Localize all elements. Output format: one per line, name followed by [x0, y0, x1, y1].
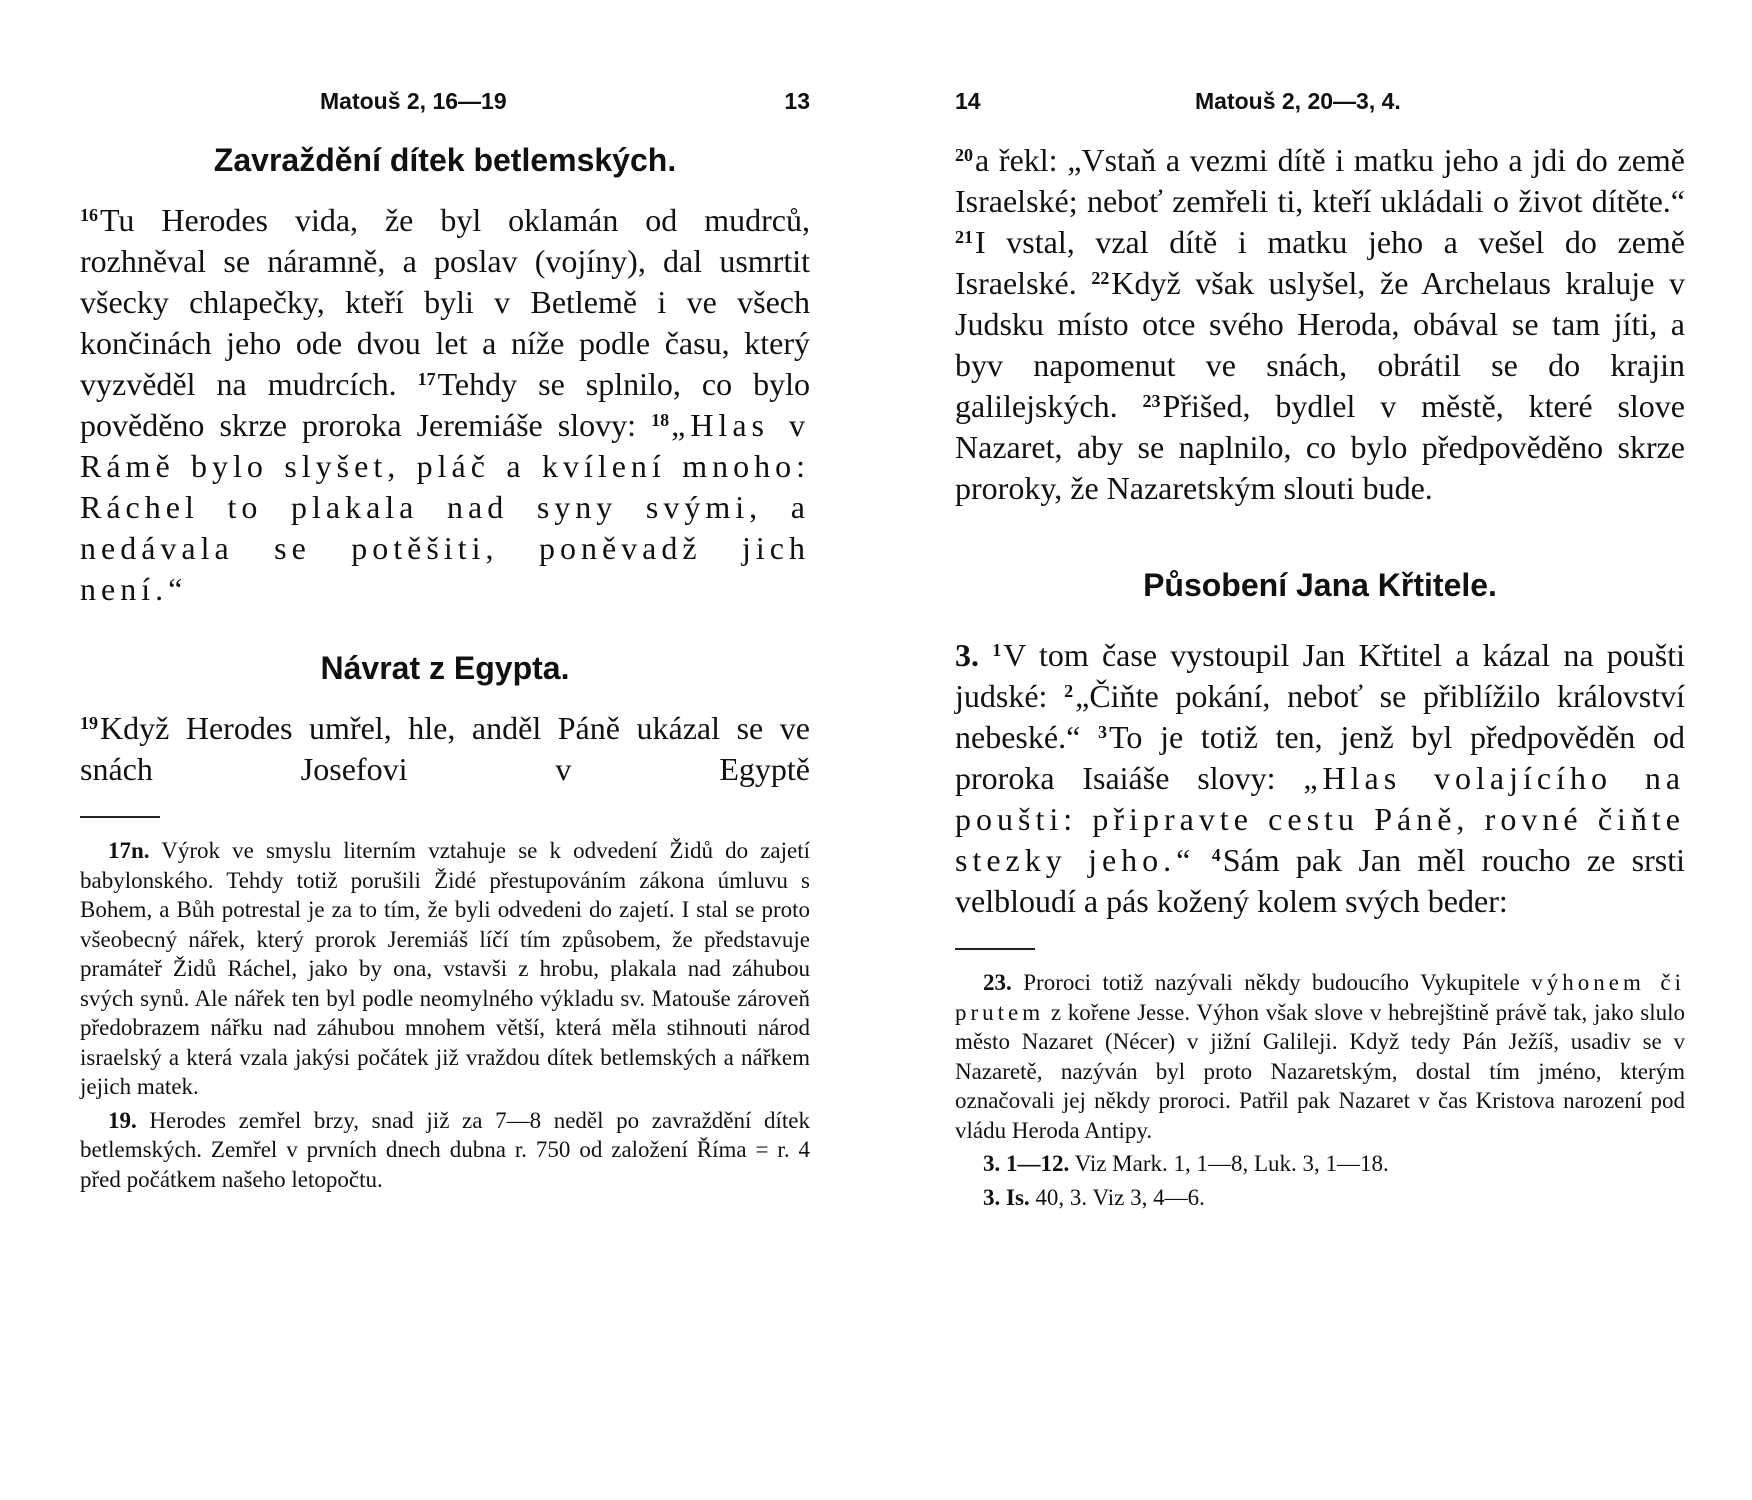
verse-number: 21 [955, 227, 973, 247]
verse-16-text: Tu Herodes vida, že byl oklamán od mudrců, rozhněval se náramně, a poslav (vojíny), dal usmrtit všecky chlapečky, kteří byli v Betlemě i ve všech končinách jeho ode dvou let a níže podle času, který vyzvěděl na mudrcích. [80, 202, 810, 402]
verse-3-text: To je totiž ten, jenž byl předpověděn od proroka Isaiáše slovy: [955, 719, 1686, 796]
running-head-left [80, 88, 810, 118]
page-number: 14 [955, 88, 981, 114]
footnote-label: 3. Is. [983, 1184, 1030, 1210]
footnote-label: 17n. [108, 838, 150, 863]
footnote [80, 1106, 810, 1195]
verse-number: 17 [417, 369, 436, 389]
main-text-left [80, 140, 810, 1198]
verse-2-text: „Čiňte pokání, neboť se přiblížilo království nebeské.“ [955, 678, 1686, 755]
footnote-rule [955, 948, 1035, 950]
footnote-label: 3. 1—12. [983, 1151, 1070, 1176]
verse-17-text: Tehdy se splnilo, co bylo pověděno skrze proroka Jeremiáše slovy: [80, 366, 811, 443]
verse-number: 16 [80, 205, 98, 225]
verse-19 [80, 708, 810, 790]
page-number: 13 [784, 88, 810, 114]
main-text-right [955, 140, 1685, 1216]
verse-22-text: Když však uslyšel, že Archelaus kraluje v Judsku místo otce svého Heroda, obával se tam jíti, a byv napomenut ve snách, obrátil se do krajin galilejských. [955, 265, 1686, 424]
verse-number: 1 [992, 640, 1002, 660]
footnote-text: Výrok ve smyslu literním vztahuje se k odvedení Židů do zajetí babylonského. Tehdy totiž porušili Židé přestupováním zákona úmluvu s Bohem, a Bůh potrestal je za to tím, že byli odvedeni do zajetí. I stal se proto všeobecný nářek, který prorok Jeremiáš líčí tím způsobem, že představuje pramáteř Židů Ráchel, jako by ona, vstavši z hrobu, plakala nad záhubou svých synů. Ale nářek ten byl podle neomylného výkladu sv. Matouše zároveň předobrazem nářku nad záhubou mnohem větší, která měla stihnouti národ israelský a která vzala jakýsi počátek již vraždou dítek betlemských a nářkem jejich matek. [80, 838, 810, 1099]
verse-number: 18 [651, 410, 670, 430]
footnote-rule [80, 816, 160, 818]
verse-21-text: I vstal, vzal dítě i matku jeho a vešel do země Israelské. [955, 224, 1685, 301]
footnote [955, 968, 1685, 1145]
verse-4-text: Sám pak Jan měl roucho ze srsti velbloudí a pás kožený kolem svých beder: [955, 842, 1686, 919]
verse-number: 20 [955, 145, 973, 165]
verse-3-quote: „Hlas volajícího na poušti: připravte cestu Páně, rovné čiňte stezky jeho.“ [955, 760, 1686, 878]
footnotes-left [80, 836, 810, 1194]
verse-23-text: Přišed, bydlel v městě, které slove Nazaret, aby se naplnilo, co bylo předpověděno skrze proroky, že Nazaretským slouti bude. [955, 388, 1685, 506]
running-title: Matouš 2, 20—3, 4. [1195, 88, 1401, 114]
verse-1-text: V tom čase vystoupil Jan Křtitel a kázal na poušti judské: [955, 637, 1686, 714]
footnote [80, 836, 810, 1102]
section-heading: Zavraždění dítek betlemských. [213, 142, 677, 178]
footnote-text: 40, 3. Viz 3, 4—6. [1035, 1184, 1205, 1210]
footnote [955, 1183, 1685, 1213]
verse-number: 2 [1064, 681, 1074, 701]
section-heading: Působení Jana Křtitele. [1143, 567, 1497, 603]
verse-19-text: Když Herodes umřel, hle, anděl Páně ukázal se ve snách Josefovi v Egyptě [80, 710, 810, 787]
verse-20-text: a řekl: „Vstaň a vezmi dítě i matku jeho a jdi do země Israelské; neboť zemřeli ti, kteří ukládali o život dítěte.“ [955, 142, 1685, 219]
footnote [955, 1149, 1685, 1179]
footnote-text: z kořene Jesse. Výhon však slove v hebrejštině právě tak, jako slulo město Nazaret (Nécer) v jižní Galileji. Když tedy Pán Ježíš, usadiv se v Nazaretě, nazýván byl proto Nazaretským, dostal tím jméno, kterým označovali jej někdy proroci. Patřil pak Nazaret v čas Kristova narození pod vládu Heroda Antipy. [955, 999, 1686, 1143]
verse-number: 4 [1211, 845, 1221, 865]
verse-number: 22 [1091, 268, 1110, 288]
footnote-text: Proroci totiž nazývali někdy budoucího Vykupitele [1023, 970, 1520, 995]
verse-number: 19 [80, 713, 98, 733]
footnote-text: Herodes zemřel brzy, snad již za 7—8 neděl po zavraždění dítek betlemských. Zemřel v prvních dnech dubna r. 750 od založení Říma = r. 4 před počátkem našeho letopočtu. [80, 1107, 811, 1192]
running-head-right [955, 88, 1685, 118]
verse-number: 3 [1098, 722, 1108, 742]
footnote-label: 19. [108, 1107, 137, 1133]
section-heading: Návrat z Egypta. [320, 650, 570, 686]
verse-number: 23 [1142, 391, 1161, 411]
verses-20-23 [955, 140, 1685, 509]
verses-16-18 [80, 200, 810, 610]
footnote-label: 23. [983, 970, 1012, 995]
chapter-3-verses [955, 635, 1685, 922]
verse-18-text: „Hlas v Rámě bylo slyšet, pláč a kvílení mnoho: Ráchel to plakala nad syny svými, a nedávala se potěšiti, poněvadž jich není.“ [80, 407, 811, 607]
chapter-number: 3. [955, 637, 979, 673]
running-title: Matouš 2, 16—19 [320, 88, 507, 114]
footnote-spaced-text: výhonem či prutem [955, 970, 1685, 1025]
footnotes-right [955, 968, 1685, 1212]
footnote-text: Viz Mark. 1, 1—8, Luk. 3, 1—18. [1074, 1151, 1389, 1176]
